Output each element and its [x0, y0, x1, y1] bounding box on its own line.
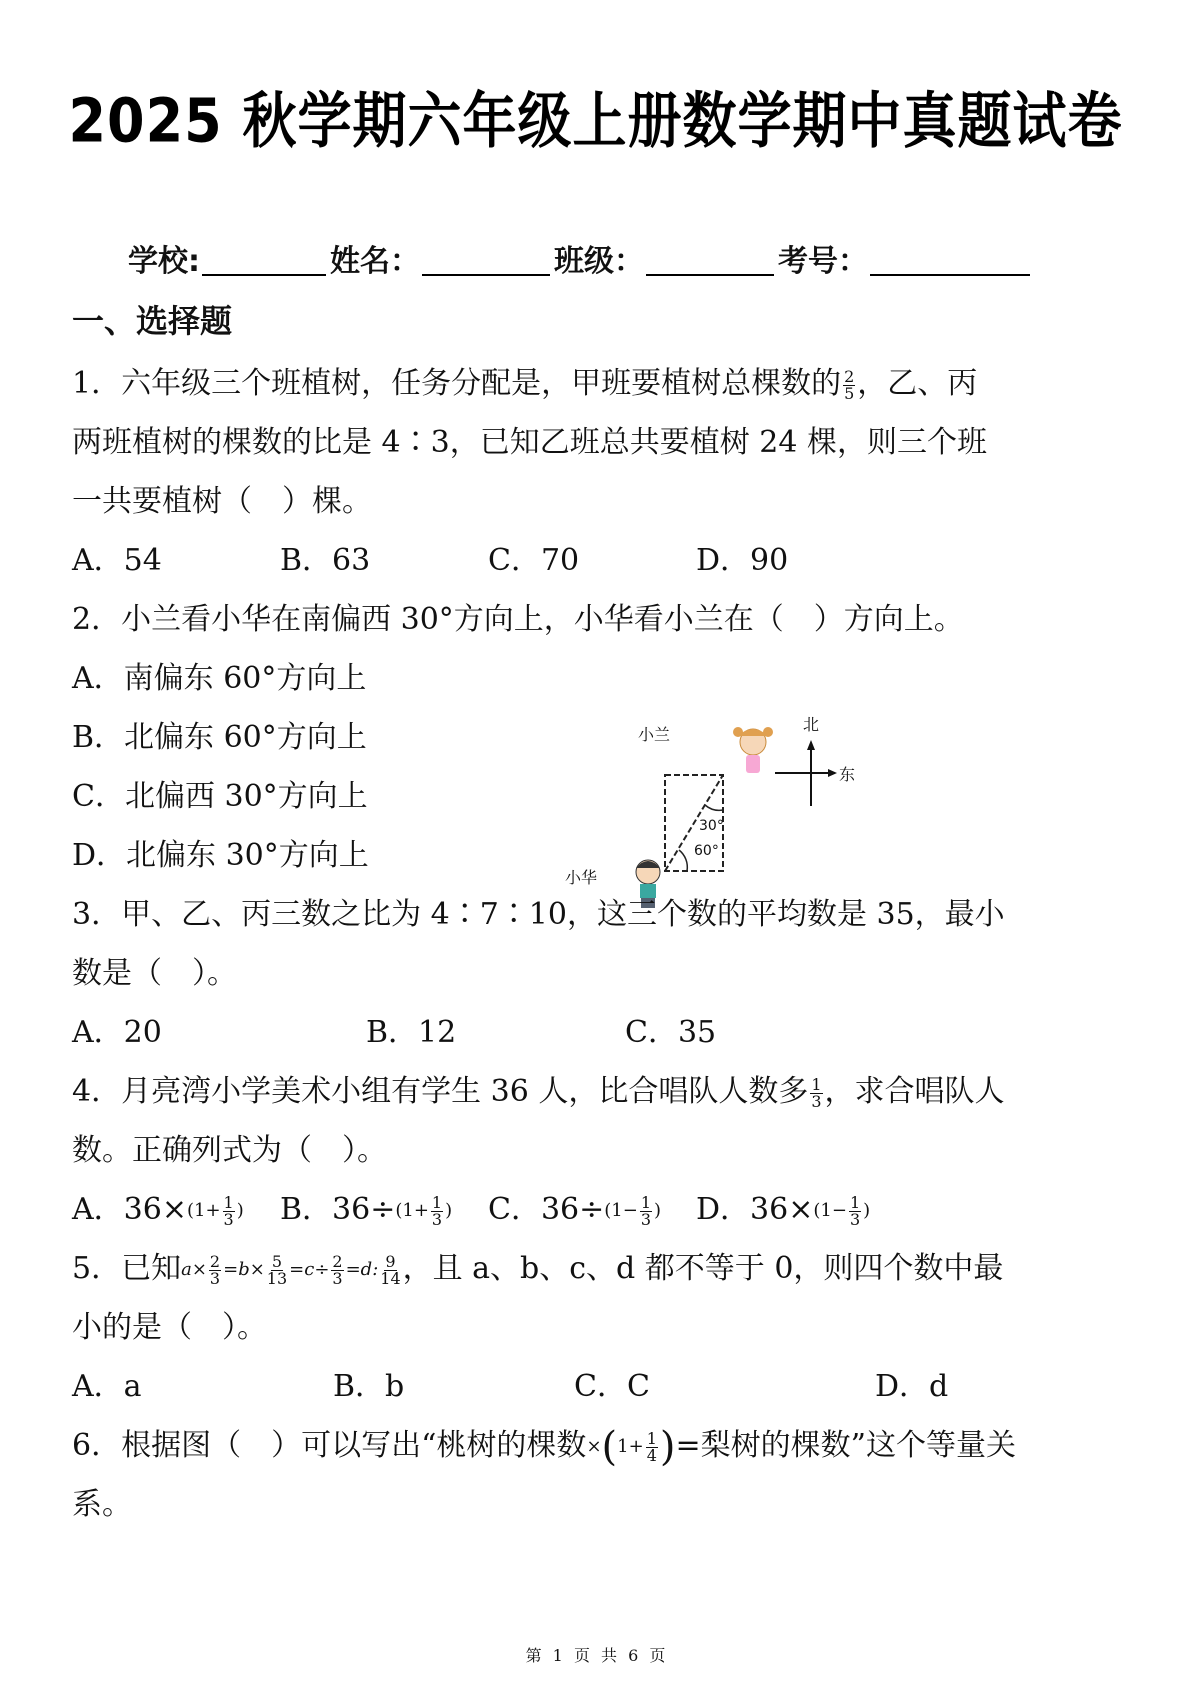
numerator: 1 [849, 1192, 861, 1212]
denominator: 3 [849, 1209, 861, 1229]
q1-option-a[interactable]: A．54 [72, 543, 162, 578]
q5-option-b[interactable]: B．b [333, 1369, 405, 1404]
denominator: 5 [844, 383, 855, 403]
direction-diagram-icon [575, 700, 875, 910]
q6-text: =梨树的棵数”这个等量关 [675, 1428, 1016, 1463]
option-label: D．36× [696, 1192, 814, 1227]
q3-option-a[interactable]: A．20 [72, 1015, 162, 1050]
numerator: 5 [271, 1251, 283, 1271]
expr: (1− [604, 1200, 638, 1221]
q2-option-b[interactable]: B．北偏东 60°方向上 [72, 720, 367, 755]
numerator: 2 [332, 1251, 343, 1271]
student-info-row [128, 236, 1034, 280]
q4-option-d[interactable] [696, 1190, 870, 1231]
page-footer: 第 1 页 共 6 页 [525, 1646, 666, 1665]
option-label: B．36÷ [280, 1192, 396, 1227]
class-label: 班级： [554, 244, 644, 279]
fraction [266, 1251, 288, 1288]
q1-option-d[interactable]: D．90 [696, 543, 789, 578]
denominator: 3 [332, 1268, 343, 1288]
denominator: 3 [811, 1091, 822, 1111]
times-sign: × [586, 1436, 602, 1457]
eq-part: =b× [223, 1259, 265, 1280]
eq-part: a× [181, 1259, 207, 1280]
q2-option-a[interactable]: A．南偏东 60°方向上 [72, 661, 367, 696]
label-xiaohua: 小华 [565, 868, 598, 887]
q3-option-c[interactable]: C．35 [625, 1015, 717, 1050]
q5-text: 5．已知 [72, 1251, 182, 1286]
q4-option-a[interactable] [72, 1190, 244, 1231]
q1-line2: 两班植树的棵数的比是 4∶3，已知乙班总共要植树 24 棵，则三个班 [72, 425, 987, 460]
numerator: 2 [844, 366, 855, 386]
q1-option-b[interactable]: B．63 [280, 543, 371, 578]
exam-number-label: 考号： [778, 244, 868, 279]
q1-line1 [72, 364, 977, 404]
fraction [223, 1192, 235, 1229]
q4-option-b[interactable] [280, 1190, 452, 1231]
q5-option-c[interactable]: C．C [574, 1369, 650, 1404]
fraction [331, 1251, 343, 1288]
school-label: 学校: [128, 244, 200, 279]
q5-option-d[interactable]: D．d [875, 1369, 949, 1404]
denominator: 3 [223, 1209, 234, 1229]
q4-line2: 数。正确列式为（ ）。 [72, 1133, 387, 1168]
q1-text: 1．六年级三个班植树，任务分配是，甲班要植树总棵数的 [72, 366, 842, 401]
angle-60: 60° [694, 843, 719, 859]
q5-text: ，且 a、b、c、d 都不等于 0，则四个数中最 [402, 1251, 1004, 1286]
q3-line1: 3．甲、乙、丙三数之比为 4∶7∶10，这三个数的平均数是 35，最小 [72, 897, 1005, 932]
direction-figure [565, 700, 875, 910]
q2-line1: 2．小兰看小华在南偏西 30°方向上，小华看小兰在（ ）方向上。 [72, 602, 964, 637]
q2-option-d[interactable]: D．北偏东 30°方向上 [72, 838, 369, 873]
label-xiaolan: 小兰 [638, 725, 671, 744]
denominator: 3 [431, 1209, 443, 1229]
exam-number-blank[interactable] [870, 246, 1030, 276]
fraction [640, 1192, 652, 1229]
denominator: 14 [380, 1268, 401, 1288]
denominator: 13 [266, 1268, 288, 1288]
q1-option-c[interactable]: C．70 [488, 543, 580, 578]
fraction [431, 1192, 443, 1229]
q4-text: 4．月亮湾小学美术小组有学生 36 人，比合唱队人数多 [72, 1074, 809, 1109]
q5-line1 [72, 1249, 1003, 1290]
numerator: 2 [209, 1251, 221, 1271]
expr: ) [654, 1200, 662, 1221]
denominator: 4 [646, 1445, 657, 1465]
q1-text: ，乙、丙 [857, 366, 978, 401]
numerator: 1 [646, 1428, 657, 1448]
q3-line2: 数是（ ）。 [72, 956, 237, 991]
q4-text: ，求合唱队人 [824, 1074, 1005, 1109]
numerator: 1 [223, 1192, 234, 1212]
numerator: 1 [640, 1192, 652, 1212]
expr: ) [863, 1200, 871, 1221]
q6-line2: 系。 [72, 1487, 132, 1522]
expr: ) [236, 1200, 244, 1221]
paren: ( [601, 1424, 618, 1470]
q2-option-c[interactable]: C．北偏西 30°方向上 [72, 779, 368, 814]
label-east: 东 [839, 765, 856, 784]
q4-option-c[interactable] [488, 1190, 661, 1231]
expr: (1− [813, 1200, 847, 1221]
school-blank[interactable] [202, 246, 326, 276]
denominator: 3 [640, 1209, 652, 1229]
fraction [380, 1251, 401, 1288]
section-heading: 一、选择题 [72, 302, 233, 340]
fraction [849, 1192, 861, 1229]
expr: (1+ [395, 1200, 429, 1221]
eq-part: =c÷ [289, 1259, 330, 1280]
label-north: 北 [803, 715, 820, 734]
numerator: 1 [811, 1074, 822, 1094]
denominator: 3 [209, 1268, 221, 1288]
expr: 1+ [617, 1436, 644, 1457]
option-label: A．36× [72, 1192, 187, 1227]
angle-30: 30° [699, 818, 724, 834]
eq-part: =d: [345, 1259, 379, 1280]
fraction [843, 366, 855, 403]
q5-option-a[interactable]: A．a [72, 1369, 142, 1404]
paren: ) [659, 1424, 676, 1470]
fraction [810, 1074, 822, 1111]
numerator: 9 [385, 1251, 396, 1271]
q4-line1 [72, 1072, 1005, 1112]
q5-line2: 小的是（ ）。 [72, 1310, 267, 1345]
class-blank[interactable] [646, 246, 774, 276]
q3-option-b[interactable]: B．12 [366, 1015, 457, 1050]
q1-line3: 一共要植树（ ）棵。 [72, 484, 372, 519]
q6-line1 [72, 1424, 1016, 1470]
numerator: 1 [431, 1192, 443, 1212]
name-label: 姓名： [330, 244, 420, 279]
name-blank[interactable] [422, 246, 550, 276]
expr: ) [445, 1200, 453, 1221]
expr: (1+ [186, 1200, 221, 1221]
fraction [209, 1251, 221, 1288]
page-title: 2025 秋学期六年级上册数学期中真题试卷 [68, 85, 1123, 157]
q6-text: 6．根据图（ ）可以写出“桃树的棵数 [72, 1428, 587, 1463]
fraction [646, 1428, 658, 1465]
option-label: C．36÷ [488, 1192, 605, 1227]
